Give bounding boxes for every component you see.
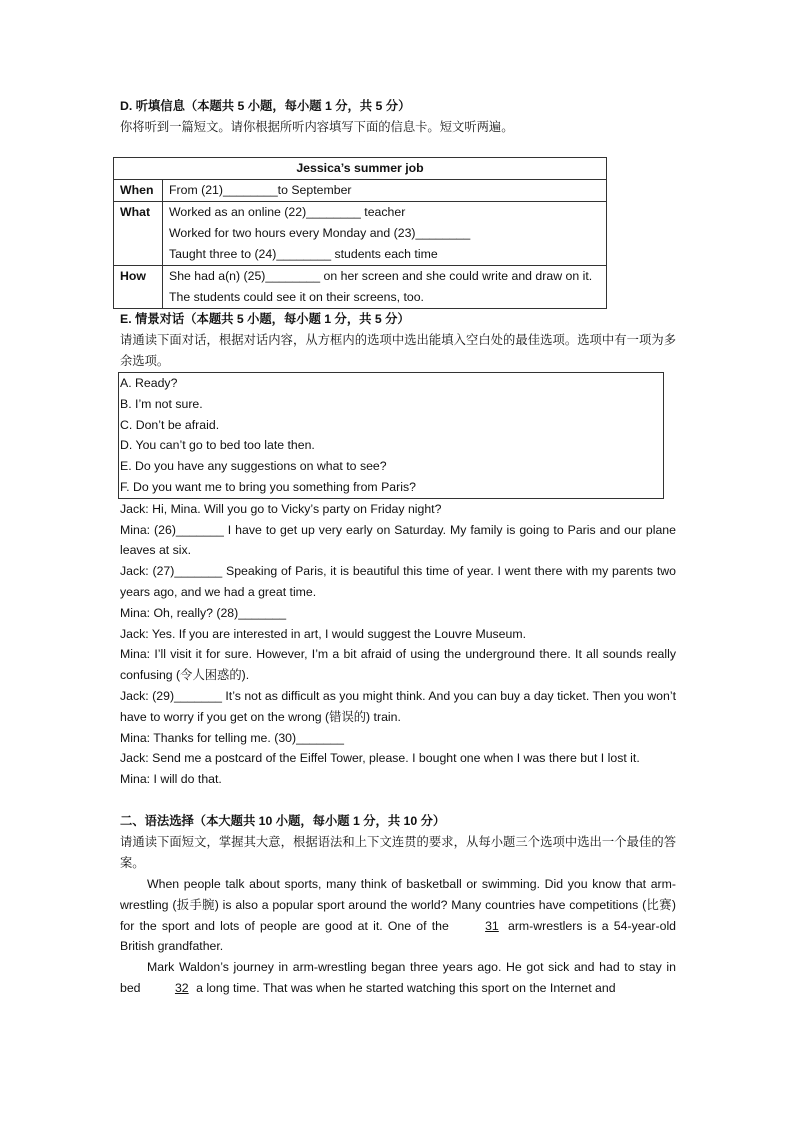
- dialogue-line: Mina: I will do that.: [120, 772, 222, 787]
- grammar-paragraph-1: [120, 874, 676, 957]
- row-key-what: What: [114, 202, 163, 266]
- dialogue-line: Mina: Thanks for telling me. (30)_______: [120, 730, 344, 745]
- grammar-instruction: 请通读下面短文，掌握其大意，根据语法和上下文连贯的要求，从每小题三个选项中选出一个最佳的答案。: [120, 834, 676, 870]
- option-c: C. Don’t be afraid.: [120, 417, 220, 432]
- worksheet-page: [120, 96, 676, 999]
- dialogue-line: Mina: (26)_______ I have to get up very early on Saturday. My family is going to Paris and our plane leaves at six.: [120, 522, 676, 558]
- paragraph-text: When people talk about sports, many think of basketball or swimming. Did you know that arm-wrestling (扳手腕) is also a popular sport around the world? Many countries have competitions (比赛) for the sport and lots of people are good at it. One of the: [120, 876, 676, 933]
- how-line-2: The students could see it on their screens, too.: [169, 290, 424, 304]
- options-box: [118, 372, 664, 499]
- paragraph-text: arm-wrestlers is a 54-year-old British grandfather.: [120, 918, 677, 954]
- blank-24-line: Taught three to (24)________ students each time: [169, 247, 438, 261]
- dialogue-line: Jack: Yes. If you are interested in art, I would suggest the Louvre Museum.: [120, 626, 527, 641]
- dialogue-line: Mina: I’ll visit it for sure. However, I’m a bit afraid of using the underground there. It all sounds really confusing (令人困惑的).: [120, 647, 676, 683]
- table-row: [114, 266, 607, 309]
- info-card-table: [113, 157, 607, 309]
- option-b: B. I’m not sure.: [120, 396, 203, 411]
- spacer: [120, 790, 676, 811]
- grammar-paragraph-2: [120, 957, 676, 999]
- blank-21-line: From (21)________to September: [169, 183, 352, 197]
- paragraph-text: a long time. That was when he started watching this sport on the Internet and: [196, 980, 616, 995]
- option-a: A. Ready?: [120, 376, 178, 390]
- row-value: [163, 266, 607, 309]
- section-d-title: D. 听填信息（本题共 5 小题，每小题 1 分，共 5 分）: [120, 99, 411, 113]
- option-e: E. Do you have any suggestions on what to see?: [120, 459, 387, 474]
- dialogue-line: Jack: (27)_______ Speaking of Paris, it is beautiful this time of year. I went there with my parents two years ago, and we had a great time.: [120, 564, 676, 599]
- section-d-instruction: 你将听到一篇短文。请你根据所听内容填写下面的信息卡。短文听两遍。: [120, 120, 514, 134]
- dialogue-line: Jack: Hi, Mina. Will you go to Vicky’s party on Friday night?: [120, 501, 442, 516]
- row-value: [163, 202, 607, 266]
- info-card-caption: Jessica’s summer job: [114, 158, 607, 180]
- blank-31: 31: [485, 918, 499, 933]
- dialogue-line: Jack: (29)_______ It’s not as difficult as you might think. And you can buy a day ticket. Then you won’t have to worry if you get on the wrong (错误的) train.: [120, 688, 676, 724]
- section-e-instruction: 请通读下面对话，根据对话内容，从方框内的选项中选出能填入空白处的最佳选项。选项中有一项为多余选项。: [120, 333, 676, 368]
- table-row: [114, 202, 607, 266]
- blank-22-line: Worked as an online (22)________ teacher: [169, 205, 406, 219]
- grammar-section-title: 二、语法选择（本大题共 10 小题，每小题 1 分，共 10 分）: [120, 813, 446, 828]
- option-f: F. Do you want me to bring you something from Paris?: [120, 479, 416, 494]
- option-d: D. You can’t go to bed too late then.: [120, 438, 315, 453]
- blank-32: 32: [174, 980, 189, 995]
- row-key-how: How: [114, 266, 163, 309]
- blank-25-line: She had a(n) (25)________ on her screen and she could write and draw on it.: [169, 269, 593, 283]
- dialogue-line: Mina: Oh, really? (28)_______: [120, 605, 287, 620]
- section-e-title: E. 情景对话（本题共 5 小题，每小题 1 分，共 5 分）: [120, 312, 410, 326]
- row-key-when: When: [114, 180, 163, 202]
- paragraph-text: Mark Waldon’s journey in arm-wrestling began three years ago. He got sick and had to stay in bed: [120, 960, 676, 995]
- row-value: [163, 180, 607, 202]
- dialogue-line: Jack: Send me a postcard of the Eiffel Tower, please. I bought one when I was there but I lost it.: [120, 751, 640, 766]
- table-row: [114, 180, 607, 202]
- blank-23-line: Worked for two hours every Monday and (23)________: [169, 226, 471, 240]
